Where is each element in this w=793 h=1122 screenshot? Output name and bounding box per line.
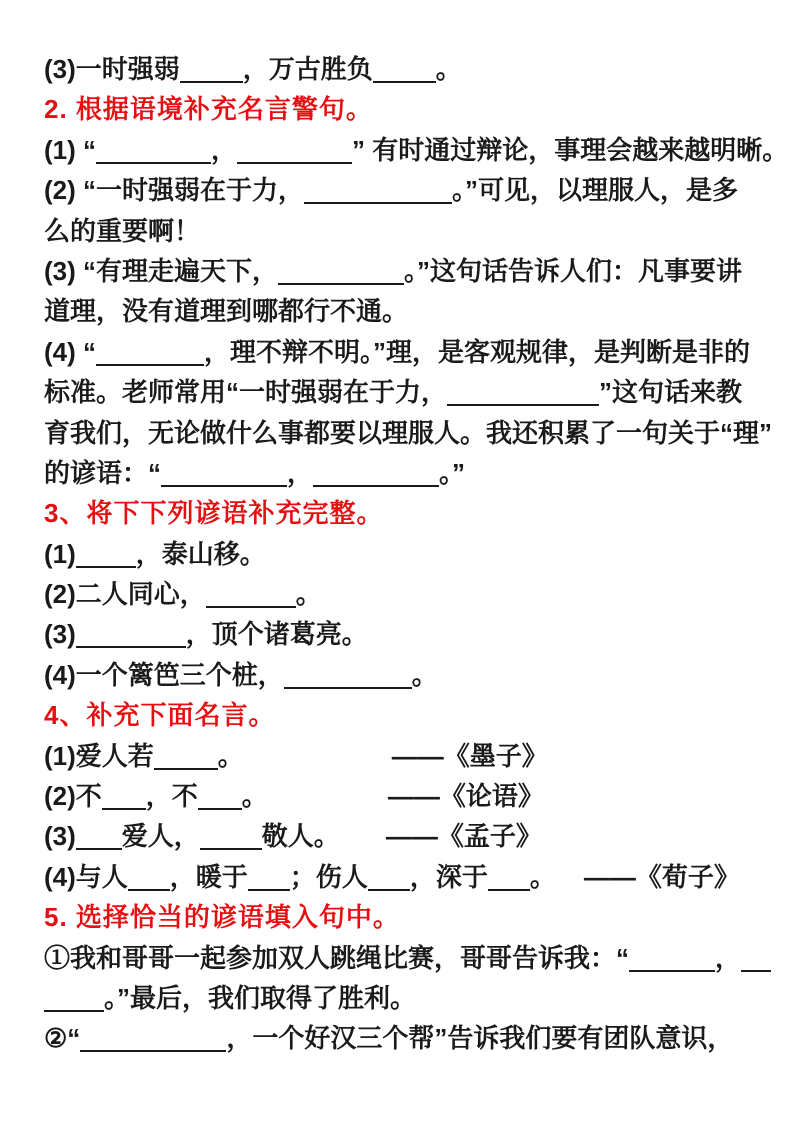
text-run: ，顶个诸葛亮。 (185, 619, 368, 650)
text-run: (1) (44, 538, 76, 569)
text-run: 3、将下下列谚语补充完整。 (44, 498, 384, 529)
worksheet-line (44, 372, 773, 412)
text-run: (3) “有理走遍天下， (44, 255, 279, 286)
text-run: 标准。老师常用“一时强弱在于力， (44, 377, 448, 408)
text-run: (3)一时强弱 (44, 54, 180, 84)
blank-field (198, 802, 242, 810)
worksheet-line (44, 816, 773, 856)
gap-spacer (268, 804, 388, 805)
worksheet-line (44, 49, 773, 89)
worksheet-line (44, 211, 773, 251)
worksheet-line (44, 413, 773, 453)
worksheet-line (44, 453, 773, 493)
text-run: ——《荀子》 (583, 861, 740, 892)
blank-field (76, 842, 122, 850)
gap-spacer (340, 844, 386, 845)
text-run: (2)二人同心， (44, 579, 206, 610)
text-run: ；伤人 (289, 861, 368, 892)
blank-field (180, 75, 243, 83)
text-run: 。”这句话告诉人们：凡事要讲 (404, 255, 743, 286)
blank-field (96, 358, 204, 366)
worksheet-line (44, 170, 773, 210)
text-run: 。 (295, 579, 322, 610)
text-run: ，万古胜负 (242, 54, 373, 84)
blank-field (161, 479, 287, 487)
blank-field (248, 883, 290, 891)
text-run: ”这句话来教 (599, 377, 743, 408)
blank-field (741, 964, 771, 972)
text-run: ，暖于 (169, 861, 248, 892)
blank-field (373, 75, 436, 83)
text-run: ，不 (145, 781, 198, 812)
text-run: ——《墨子》 (391, 740, 548, 771)
blank-field (80, 1044, 226, 1052)
text-run: 道理，没有道理到哪都行不通。 (44, 296, 409, 327)
gap-spacer (556, 885, 584, 886)
text-run: ①我和哥哥一起参加双人跳绳比赛，哥哥告诉我：“ (44, 942, 630, 973)
worksheet-line (44, 938, 773, 978)
worksheet-line (44, 1018, 773, 1058)
worksheet-line (44, 251, 773, 291)
blank-field (96, 156, 211, 164)
blank-field (154, 762, 218, 770)
section-heading (44, 695, 773, 735)
worksheet-line (44, 130, 789, 170)
text-run: (3) (44, 821, 76, 852)
text-run: (2)不 (44, 781, 102, 812)
worksheet-line (44, 776, 773, 816)
worksheet-line (44, 332, 773, 372)
section-heading (44, 89, 773, 129)
text-run: ，理不辩不明。”理，是客观规律，是判断是非的 (204, 336, 751, 367)
text-run: 4、补充下面名言。 (44, 700, 276, 731)
text-run: (3) (44, 619, 76, 650)
section-heading (44, 493, 773, 533)
text-run: ， (715, 942, 742, 973)
section-heading (44, 897, 773, 937)
text-run: 。 (529, 861, 556, 892)
worksheet-lines (44, 49, 789, 1059)
text-run: ——《论语》 (387, 781, 544, 812)
text-run: ， (211, 134, 238, 165)
worksheet-line (44, 291, 773, 331)
blank-field (206, 600, 296, 608)
worksheet-line (44, 857, 773, 897)
text-run: 。 (217, 740, 244, 771)
text-run: ， (287, 457, 314, 488)
text-run: 么的重要啊！ (44, 215, 201, 246)
blank-field (76, 560, 136, 568)
text-run: 敬人。 (261, 821, 340, 852)
text-run: 育我们，无论做什么事都要以理服人。我还积累了一句关于“理” (44, 417, 773, 448)
text-run: ——《孟子》 (385, 821, 542, 852)
blank-field (629, 964, 715, 972)
blank-field (313, 479, 439, 487)
blank-field (278, 277, 404, 285)
text-run: (4)一个篱笆三个桩， (44, 659, 284, 690)
blank-field (447, 398, 599, 406)
text-run: ②“ (44, 1023, 81, 1054)
text-run: 。” (439, 457, 466, 488)
text-run: ” 有时通过辩论，事理会越来越明晰。 (352, 134, 789, 165)
worksheet-line (44, 614, 773, 654)
text-run: (4) “ (44, 336, 96, 367)
gap-spacer (244, 764, 392, 765)
text-run: 5. 选择恰当的谚语填入句中。 (44, 902, 400, 933)
text-run: 。 (411, 659, 438, 690)
blank-field (284, 681, 412, 689)
blank-field (44, 1004, 104, 1012)
text-run: 。 (435, 54, 462, 84)
text-run: (1) “ (44, 134, 96, 165)
text-run: 。”最后，我们取得了胜利。 (104, 982, 417, 1013)
text-run: ，泰山移。 (135, 538, 266, 569)
worksheet-line (44, 655, 773, 695)
worksheet-line (44, 534, 773, 574)
text-run: 。”可见，以理服人，是多 (452, 175, 739, 206)
text-run: (1)爱人若 (44, 740, 154, 771)
text-run: (4)与人 (44, 861, 128, 892)
text-run: 的谚语：“ (44, 457, 162, 488)
text-run: 。 (241, 781, 268, 812)
worksheet-line (44, 978, 773, 1018)
worksheet-line (44, 736, 773, 776)
text-run: 2. 根据语境补充名言警句。 (44, 94, 373, 125)
blank-field (368, 883, 410, 891)
blank-field (102, 802, 146, 810)
text-run: ，深于 (409, 861, 488, 892)
text-run: (2) “一时强弱在于力， (44, 175, 305, 206)
blank-field (128, 883, 170, 891)
blank-field (488, 883, 530, 891)
blank-field (304, 196, 452, 204)
worksheet-line (44, 574, 773, 614)
blank-field (200, 842, 262, 850)
text-run: 爱人， (121, 821, 200, 852)
blank-field (76, 640, 186, 648)
text-run: ，一个好汉三个帮”告诉我们要有团队意识， (226, 1023, 734, 1054)
blank-field (237, 156, 352, 164)
